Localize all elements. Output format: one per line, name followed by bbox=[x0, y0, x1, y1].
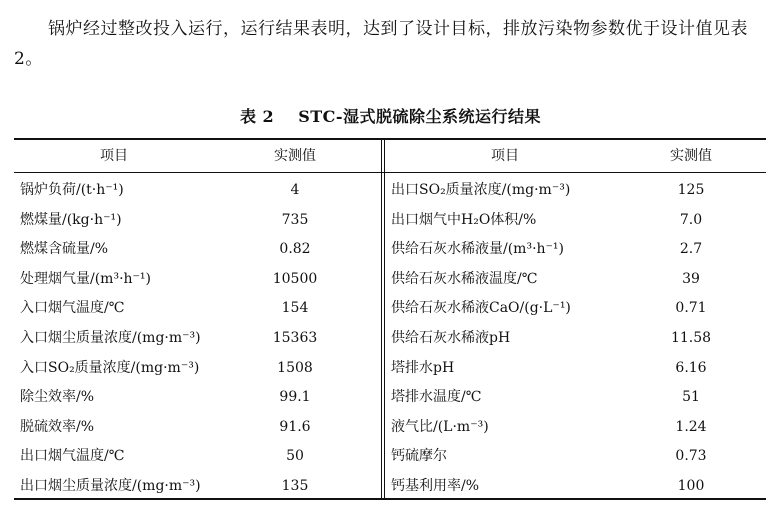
row-item: 塔排水温度/℃ bbox=[391, 389, 482, 406]
row-value: 0.73 bbox=[675, 448, 707, 465]
table-row bbox=[385, 294, 766, 324]
row-value: 39 bbox=[682, 270, 700, 287]
row-value: 0.82 bbox=[279, 241, 311, 258]
row-item: 出口烟气中H₂O体积/% bbox=[391, 211, 537, 228]
table-row bbox=[14, 472, 381, 502]
header-item: 项目 bbox=[491, 148, 519, 164]
row-value: 51 bbox=[682, 389, 700, 406]
table-row bbox=[14, 324, 381, 354]
row-value: 91.6 bbox=[279, 418, 311, 435]
table-row bbox=[385, 206, 766, 236]
table-row bbox=[14, 294, 381, 324]
row-item: 燃煤量/(kg·h⁻¹) bbox=[20, 211, 122, 228]
row-value: 6.16 bbox=[675, 359, 707, 376]
table-row bbox=[385, 265, 766, 295]
row-item: 供给石灰水稀液CaO/(g·L⁻¹) bbox=[391, 300, 571, 317]
table-row bbox=[385, 383, 766, 413]
row-item: 出口烟尘质量浓度/(mg·m⁻³) bbox=[20, 477, 201, 494]
table-row bbox=[385, 354, 766, 384]
table-row bbox=[14, 265, 381, 295]
header-value: 实测值 bbox=[670, 148, 712, 164]
header-value: 实测值 bbox=[274, 148, 316, 164]
row-item: 供给石灰水稀液量/(m³·h⁻¹) bbox=[391, 241, 564, 258]
row-item: 出口SO₂质量浓度/(mg·m⁻³) bbox=[391, 182, 571, 198]
table-row bbox=[385, 324, 766, 354]
row-value: 735 bbox=[281, 211, 309, 228]
row-item: 入口烟气温度/℃ bbox=[20, 300, 125, 317]
row-value: 10500 bbox=[272, 270, 318, 287]
row-value: 11.58 bbox=[670, 329, 712, 346]
row-item: 处理烟气量/(m³·h⁻¹) bbox=[20, 270, 151, 287]
header-row bbox=[385, 140, 766, 172]
row-item: 入口烟尘质量浓度/(mg·m⁻³) bbox=[20, 329, 201, 346]
table-row bbox=[385, 176, 766, 206]
row-value: 50 bbox=[286, 448, 304, 465]
table-row bbox=[385, 442, 766, 472]
header-row bbox=[14, 140, 381, 172]
table-row bbox=[14, 176, 381, 206]
row-item: 入口SO₂质量浓度/(mg·m⁻³) bbox=[20, 359, 200, 376]
left-half bbox=[14, 140, 381, 502]
row-item: 锅炉负荷/(t·h⁻¹) bbox=[20, 182, 124, 198]
body-paragraph: 锅炉经过整改投入运行，运行结果表明，达到了设计目标，排放污染物参数优于设计值见表2。 bbox=[14, 19, 748, 69]
table-row bbox=[14, 206, 381, 236]
table-row bbox=[14, 383, 381, 413]
row-value: 1.24 bbox=[675, 418, 707, 435]
row-value: 0.71 bbox=[675, 300, 707, 317]
row-value: 125 bbox=[677, 182, 705, 198]
row-value: 4 bbox=[290, 182, 300, 198]
header-item: 项目 bbox=[100, 148, 128, 164]
table-caption bbox=[0, 104, 781, 127]
row-item: 供给石灰水稀液pH bbox=[391, 329, 511, 346]
table-row bbox=[385, 413, 766, 443]
table-row bbox=[385, 235, 766, 265]
results-table bbox=[14, 138, 766, 500]
row-value: 7.0 bbox=[679, 211, 703, 228]
table-row bbox=[14, 235, 381, 265]
table-number: 表 2 bbox=[239, 107, 275, 126]
table-row bbox=[14, 442, 381, 472]
row-item: 除尘效率/% bbox=[20, 389, 95, 406]
table-title: STC-湿式脱硫除尘系统运行结果 bbox=[298, 107, 542, 126]
row-item: 燃煤含硫量/% bbox=[20, 241, 109, 258]
row-value: 154 bbox=[281, 300, 309, 317]
row-value: 99.1 bbox=[279, 389, 311, 406]
row-item: 塔排水pH bbox=[391, 359, 455, 376]
row-value: 100 bbox=[677, 477, 705, 494]
table-row bbox=[14, 413, 381, 443]
row-item: 供给石灰水稀液温度/℃ bbox=[391, 270, 538, 287]
row-item: 液气比/(L·m⁻³) bbox=[391, 418, 489, 435]
row-item: 钙硫摩尔 bbox=[391, 448, 447, 465]
row-value: 15363 bbox=[272, 329, 318, 346]
row-value: 2.7 bbox=[679, 241, 703, 258]
row-value: 1508 bbox=[277, 359, 313, 376]
row-value: 135 bbox=[281, 477, 309, 494]
right-half bbox=[385, 140, 766, 502]
row-item: 出口烟气温度/℃ bbox=[20, 448, 125, 465]
table-row bbox=[385, 472, 766, 502]
row-item: 钙基利用率/% bbox=[391, 477, 480, 494]
table-row bbox=[14, 354, 381, 384]
row-item: 脱硫效率/% bbox=[20, 418, 95, 435]
